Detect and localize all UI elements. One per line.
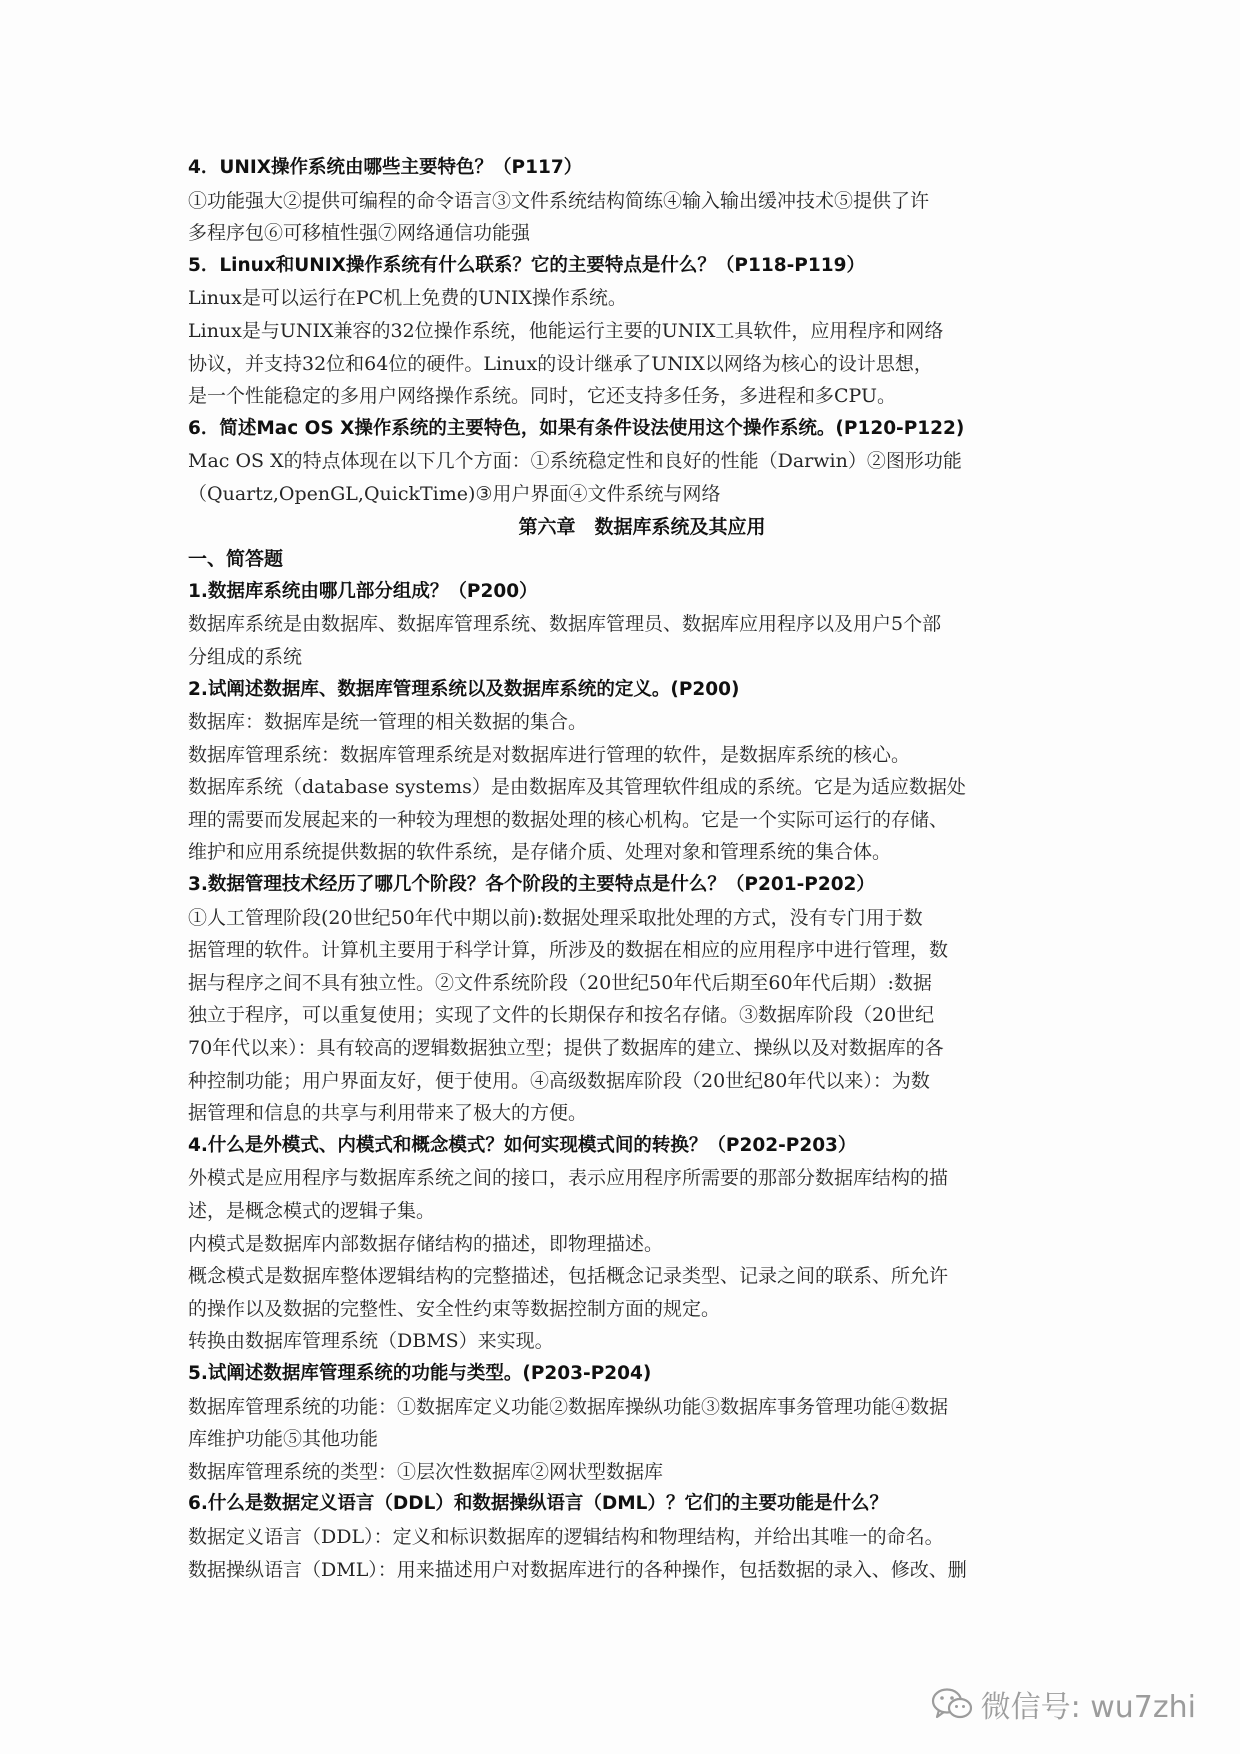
question-line: 5.试阐述数据库管理系统的功能与类型。(P203-P204) <box>188 1362 652 1384</box>
answer-line: 据管理和信息的共享与利用带来了极大的方便。 <box>188 1102 588 1125</box>
answer-line: 数据库系统是由数据库、数据库管理系统、数据库管理员、数据库应用程序以及用户5个部 <box>188 613 942 636</box>
watermark <box>931 1682 1196 1726</box>
answer-line: 库维护功能⑤其他功能 <box>188 1428 379 1451</box>
question-line: 5．Linux和UNIX操作系统有什么联系？它的主要特点是什么？（P118-P119） <box>188 254 865 276</box>
answer-line: 数据库管理系统的类型：①层次性数据库②网状型数据库 <box>188 1460 664 1483</box>
question-line: 4.什么是外模式、内模式和概念模式？如何实现模式间的转换？（P202-P203） <box>188 1134 857 1156</box>
answer-line: 种控制功能；用户界面友好，便于使用。④高级数据库阶段（20世纪80年代以来）：为数 <box>188 1069 930 1092</box>
answer-line: 维护和应用系统提供数据的软件系统，是存储介质、处理对象和管理系统的集合体。 <box>188 841 892 864</box>
answer-line: 据与程序之间不具有独立性。②文件系统阶段（20世纪50年代后期至60年代后期）:数据 <box>188 971 932 994</box>
answer-line: 数据操纵语言（DML）：用来描述用户对数据库进行的各种操作，包括数据的录入、修改、删 <box>188 1558 967 1581</box>
answer-line: 外模式是应用程序与数据库系统之间的接口，表示应用程序所需要的那部分数据库结构的描 <box>188 1167 949 1190</box>
answer-line: 独立于程序，可以重复使用；实现了文件的长期保存和按名存储。③数据库阶段（20世纪 <box>188 1004 935 1027</box>
answer-line: 转换由数据库管理系统（DBMS）来实现。 <box>188 1330 554 1353</box>
question-line: 6．简述Mac OS X操作系统的主要特色，如果有条件设法使用这个操作系统。(P120-P122) <box>188 417 965 439</box>
answer-line: 数据库管理系统的功能：①数据库定义功能②数据库操纵功能③数据库事务管理功能④数据 <box>188 1395 949 1418</box>
watermark-text: 微信号: wu7zhi <box>980 1690 1196 1725</box>
answer-line: 分组成的系统 <box>188 645 303 668</box>
question-line: 1.数据库系统由哪几部分组成？（P200） <box>188 580 538 602</box>
question-line: 6.什么是数据定义语言（DDL）和数据操纵语言（DML）？它们的主要功能是什么？ <box>188 1493 888 1515</box>
answer-line: ①人工管理阶段(20世纪50年代中期以前):数据处理采取批处理的方式，没有专门用于数 <box>188 906 923 929</box>
answer-line: Linux是与UNIX兼容的32位操作系统，他能运行主要的UNIX工具软件，应用程序和网络 <box>188 319 944 342</box>
answer-line: 数据定义语言（DDL）：定义和标识数据库的逻辑结构和物理结构，并给出其唯一的命名。 <box>188 1525 944 1548</box>
answer-line: Linux是可以运行在PC机上免费的UNIX操作系统。 <box>188 287 627 310</box>
answer-line: 据管理的软件。计算机主要用于科学计算，所涉及的数据在相应的应用程序中进行管理，数 <box>188 939 949 962</box>
answer-line: （Quartz,OpenGL,QuickTime)③用户界面④文件系统与网络 <box>188 482 721 505</box>
page-content <box>188 152 1056 1586</box>
answer-line: Mac OS X的特点体现在以下几个方面：①系统稳定性和良好的性能（Darwin）②图形功能 <box>188 450 962 473</box>
answer-line: 内模式是数据库内部数据存储结构的描述，即物理描述。 <box>188 1232 664 1255</box>
answer-line: 的操作以及数据的完整性、安全性约束等数据控制方面的规定。 <box>188 1297 721 1320</box>
section-heading: 一、简答题 <box>188 548 284 571</box>
answer-line: 数据库：数据库是统一管理的相关数据的集合。 <box>188 711 588 734</box>
question-line: 4．UNIX操作系统由哪些主要特色？（P117） <box>188 157 583 178</box>
question-line: 3.数据管理技术经历了哪几个阶段？各个阶段的主要特点是什么？（P201-P202） <box>188 874 875 896</box>
answer-line: 多程序包⑥可移植性强⑦网络通信功能强 <box>188 222 531 245</box>
wechat-icon <box>931 1686 973 1722</box>
answer-line: ①功能强大②提供可编程的命令语言③文件系统结构简练④输入输出缓冲技术⑤提供了许 <box>188 189 930 212</box>
answer-line: 数据库系统（database systems）是由数据库及其管理软件组成的系统。它是为适应数据处 <box>188 776 966 799</box>
answer-line: 述，是概念模式的逻辑子集。 <box>188 1200 436 1222</box>
chapter-heading: 第六章 数据库系统及其应用 <box>518 515 766 538</box>
answer-line: 概念模式是数据库整体逻辑结构的完整描述，包括概念记录类型、记录之间的联系、所允许 <box>188 1265 949 1288</box>
answer-line: 是一个性能稳定的多用户网络操作系统。同时，它还支持多任务，多进程和多CPU。 <box>188 385 897 408</box>
answer-line: 理的需要而发展起来的一种较为理想的数据处理的核心机构。它是一个实际可运行的存储、 <box>188 808 949 831</box>
question-line: 2.试阐述数据库、数据库管理系统以及数据库系统的定义。(P200) <box>188 678 740 700</box>
answer-line: 70年代以来）：具有较高的逻辑数据独立型；提供了数据库的建立、操纵以及对数据库的各 <box>188 1037 944 1060</box>
answer-line: 数据库管理系统：数据库管理系统是对数据库进行管理的软件，是数据库系统的核心。 <box>188 743 911 766</box>
answer-line: 协议，并支持32位和64位的硬件。Linux的设计继承了UNIX以网络为核心的设计思想， <box>188 352 933 375</box>
